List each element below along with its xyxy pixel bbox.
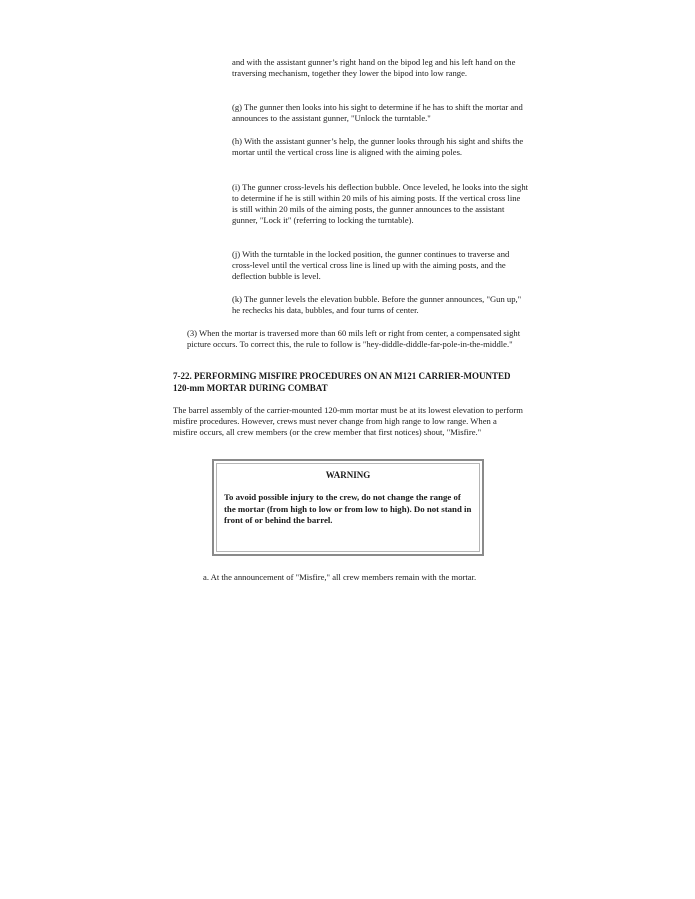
section-heading: 7-22. PERFORMING MISFIRE PROCEDURES ON AN M121 CARRIER-MOUNTED 120-mm MORTAR DURING COMBAT	[173, 371, 511, 393]
paragraph-step-g: (g) The gunner then looks into his sight to determine if he has to shift the mortar and announces to the assistant gunner, "Unlock the turntable."	[232, 102, 523, 123]
paragraph-step-k: (k) The gunner levels the elevation bubble. Before the gunner announces, "Gun up," he rechecks his data, bubbles, and four turns of center.	[232, 294, 522, 315]
paragraph-step-j: (j) With the turntable in the locked position, the gunner continues to traverse and cross-level until the vertical cross line is lined up with the aiming posts, and the deflection bubble is level.	[232, 249, 510, 281]
paragraph-step-h: (h) With the assistant gunner’s help, the gunner looks through his sight and shifts the mortar until the vertical cross line is aligned with the aiming poles.	[232, 136, 524, 157]
paragraph-item-a: a. At the announcement of "Misfire," all crew members remain with the mortar.	[203, 572, 477, 582]
warning-text: To avoid possible injury to the crew, do not change the range of the mortar (from high to low or from low to high). Do not stand in front of or behind the barrel.	[224, 492, 472, 525]
paragraph-bipod-lowering: and with the assistant gunner’s right hand on the bipod leg and his left hand on the traversing mechanism, together they lower the bipod into low range.	[232, 57, 516, 78]
warning-title: WARNING	[325, 470, 371, 480]
paragraph-step-i: (i) The gunner cross-levels his deflection bubble. Once leveled, he looks into the sight to determine if he is still within 20 mils of his aiming posts. If the vertical cross line is still within 20 mils of the aiming posts, the gunner announces to the assistant gunner, "Lock it" (referring to locking the turntable).	[232, 182, 529, 225]
warning-box	[212, 459, 484, 556]
paragraph-step-3: (3) When the mortar is traversed more than 60 mils left or right from center, a compensated sight picture occurs. To correct this, the rule to follow is "hey-diddle-diddle-far-pole-in-the-middle."	[187, 328, 521, 349]
warning-inner-frame	[216, 463, 480, 552]
section-intro-paragraph: The barrel assembly of the carrier-mounted 120-mm mortar must be at its lowest elevation to perform misfire procedures. However, crews must never change from high range to low range. When a misfire occurs, all crew members (or the crew member that first notices) shout, "Misfire."	[173, 405, 523, 437]
